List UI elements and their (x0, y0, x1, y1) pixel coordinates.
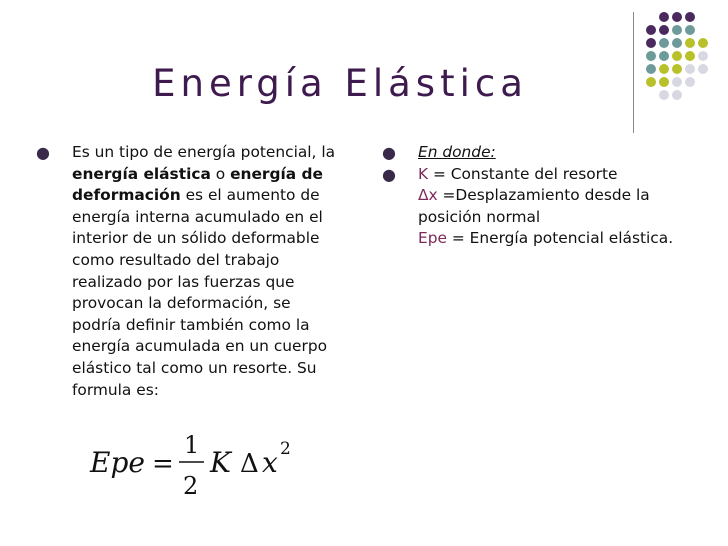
list-item-heading (378, 142, 698, 164)
decorative-dot (646, 38, 656, 48)
decorative-dot (672, 90, 682, 100)
variable-description: = Constante del resorte (428, 164, 618, 183)
decorative-dot (646, 64, 656, 74)
decorative-dot (672, 12, 682, 22)
decorative-dot (672, 25, 682, 35)
left-column (32, 142, 337, 401)
empty-dot-slot (659, 103, 669, 113)
empty-dot-slot (698, 77, 708, 87)
formula-delta: Δ (240, 449, 259, 479)
bullet-icon: ● (382, 164, 396, 184)
empty-dot-slot (698, 25, 708, 35)
decorative-dot (659, 77, 669, 87)
variable-k (418, 164, 698, 186)
decorative-dot (672, 64, 682, 74)
decorative-dot (698, 51, 708, 61)
term-energia-elastica: energía elástica (72, 164, 211, 183)
variable-description: = Energía potencial elástica. (446, 229, 674, 248)
decorative-dot (685, 64, 695, 74)
formula-k: K (210, 446, 231, 479)
definition-text-part: o (210, 164, 231, 183)
definition-text-part: Es un tipo de energía potencial, la (72, 143, 336, 161)
bullet-icon: ● (36, 143, 50, 162)
empty-dot-slot (685, 90, 695, 100)
elastic-energy-formula (84, 428, 314, 500)
formula-equals: = (152, 449, 174, 479)
formula-denominator: 2 (183, 472, 199, 500)
decorative-dot (659, 64, 669, 74)
empty-dot-slot (698, 12, 708, 22)
term-energia-deformacion: energía de deformación (72, 164, 323, 205)
variable-epe (418, 228, 698, 250)
decorative-divider-line (633, 12, 634, 133)
empty-dot-slot (672, 103, 682, 113)
decorative-dot (698, 38, 708, 48)
formula-lhs: Epe (90, 446, 145, 479)
decorative-dot (659, 51, 669, 61)
empty-dot-slot (685, 103, 695, 113)
decorative-dot (659, 90, 669, 100)
list-item-variables (378, 164, 698, 250)
formula-exponent: 2 (280, 439, 291, 459)
decorative-dot (685, 25, 695, 35)
empty-dot-slot (646, 90, 656, 100)
decorative-dot (672, 38, 682, 48)
variable-symbol: Δx (418, 186, 438, 205)
decorative-dot (685, 38, 695, 48)
decorative-dot (646, 77, 656, 87)
empty-dot-slot (698, 103, 708, 113)
right-column (378, 142, 698, 250)
variable-symbol: K (418, 164, 429, 183)
decorative-dot (646, 51, 656, 61)
slide-title: Energía Elástica (152, 62, 528, 105)
bullet-icon: ● (382, 143, 396, 162)
variables-heading: En donde: (418, 143, 496, 161)
decorative-dot (672, 77, 682, 87)
decorative-dot (672, 51, 682, 61)
empty-dot-slot (646, 103, 656, 113)
variable-description: =Desplazamiento desde la posición normal (418, 186, 650, 226)
variable-delta-x (418, 185, 698, 228)
decorative-dot (685, 12, 695, 22)
formula-x: x (262, 446, 278, 479)
decorative-dot (685, 77, 695, 87)
variable-symbol: Epe (418, 229, 447, 248)
decorative-dot (698, 64, 708, 74)
formula-numerator: 1 (184, 431, 200, 459)
decorative-dot (659, 12, 669, 22)
empty-dot-slot (698, 90, 708, 100)
empty-dot-slot (646, 12, 656, 22)
decorative-dot-grid (646, 12, 718, 120)
decorative-dot (685, 51, 695, 61)
decorative-dot (646, 25, 656, 35)
decorative-dot (659, 25, 669, 35)
definition-text (72, 143, 335, 399)
definition-text-part: es el aumento de energía interna acumulado en el interior de un sólido deformable como resultado del trabajo realizado por las fuerzas que provocan la deformación, se podría definir también como la energía acumulada en un cuerpo elástico tal como un resorte. Su formula es: (72, 186, 328, 399)
decorative-dot (659, 38, 669, 48)
definition-bullet (32, 142, 337, 401)
